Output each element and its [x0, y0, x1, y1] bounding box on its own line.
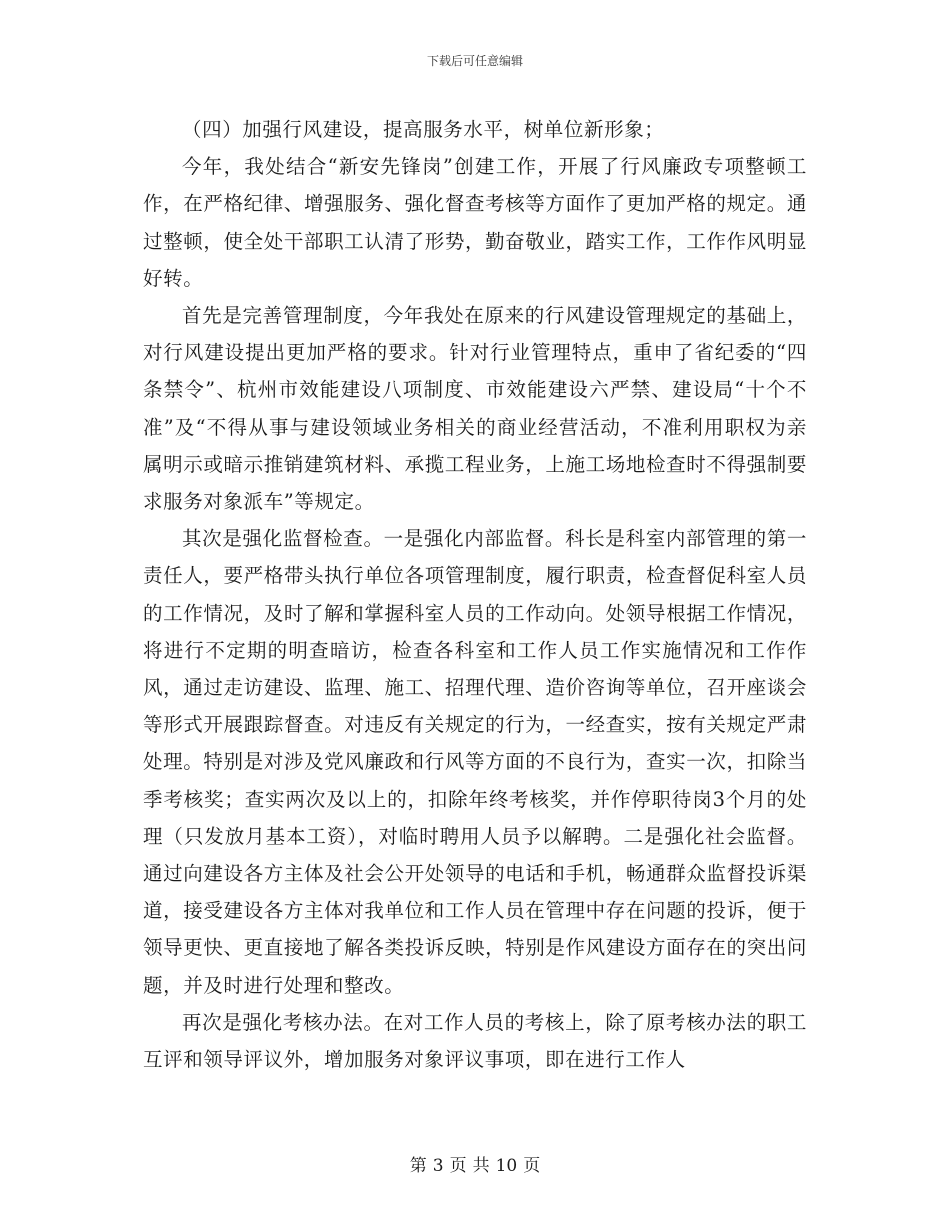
- paragraph-intro: 今年，我处结合“新安先锋岗”创建工作，开展了行风廉政专项整顿工作，在严格纪律、增强服务、强化督查考核等方面作了更加严格的规定。通过整顿，使全处干部职工认清了形势，勤奋敬业，踏实工作，工作作风明显好转。: [143, 155, 807, 290]
- paragraph-supervision: 其次是强化监督检查。一是强化内部监督。科长是科室内部管理的第一责任人，要严格带头执行单位各项管理制度，履行职责，检查督促科室人员的工作情况，及时了解和掌握科室人员的工作动向。处领导根据工作情况，将进行不定期的明查暗访，检查各科室和工作人员工作实施情况和工作作风，通过走访建设、监理、施工、招理代理、造价咨询等单位，召开座谈会等形式开展跟踪督查。对违反有关规定的行为，一经查实，按有关规定严肃处理。特别是对涉及党风廉政和行风等方面的不良行为，查实一次，扣除当季考核奖；查实两次及以上的，扣除年终考核奖，并作停职待岗3个月的处理（只发放月基本工资），对临时聘用人员予以解聘。二是强化社会监督。通过向建设各方主体及社会公开处领导的电话和手机，畅通群众监督投诉渠道，接受建设各方主体对我单位和工作人员在管理中存在问题的投诉，便于领导更快、更直接地了解各类投诉反映，特别是作风建设方面存在的突出问题，并及时进行处理和整改。: [143, 527, 807, 997]
- footer-page-word: 页: [449, 1156, 467, 1176]
- current-page-number: 3: [432, 1156, 444, 1176]
- footer-total-word: 共: [472, 1156, 490, 1176]
- footer-prefix: 第: [409, 1156, 427, 1176]
- paragraph-management-system: 首先是完善管理制度，今年我处在原来的行风建设管理规定的基础上，对行风建设提出更加严格的要求。针对行业管理特点，重申了省纪委的“四条禁令”、杭州市效能建设八项制度、市效能建设六严禁、建设局“十个不准”及“不得从事与建设领域业务相关的商业经营活动，不准利用职权为亲属明示或暗示推销建筑材料、承揽工程业务，上施工场地检查时不得强制要求服务对象派车”等规定。: [143, 304, 807, 514]
- paragraph-assessment: 再次是强化考核办法。在对工作人员的考核上，除了原考核办法的职工互评和领导评议外，增加服务对象评议事项，即在进行工作人: [143, 1010, 807, 1072]
- page-header: 下载后可任意编辑: [426, 54, 523, 68]
- total-pages-number: 10: [495, 1156, 518, 1176]
- section-heading: （四）加强行风建设，提高服务水平，树单位新形象；: [182, 118, 665, 141]
- footer-suffix: 页: [523, 1156, 541, 1176]
- document-body: [143, 111, 807, 1078]
- page-footer: [0, 1155, 950, 1177]
